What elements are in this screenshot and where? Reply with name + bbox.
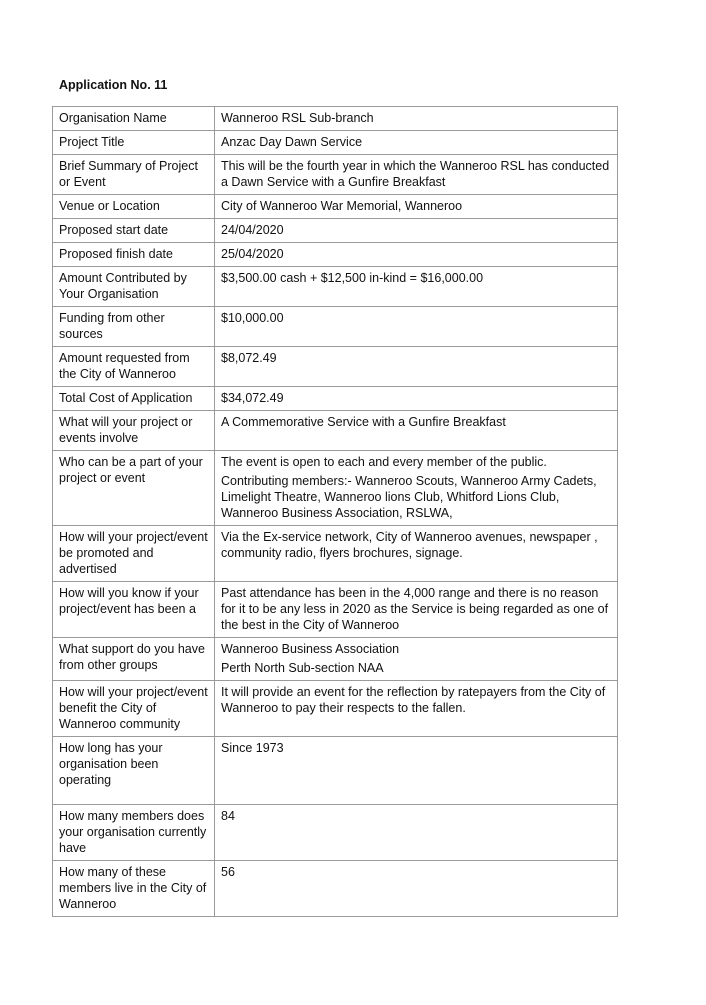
- row-label: Venue or Location: [53, 195, 215, 219]
- row-value: [215, 219, 618, 243]
- value-text: Since 1973: [221, 741, 284, 755]
- value-text: This will be the fourth year in which the Wanneroo RSL has conducted a Dawn Service with a Gunfire Breakfast: [221, 159, 610, 189]
- table-row: [53, 347, 618, 387]
- application-table: [52, 106, 618, 917]
- table-row: [53, 526, 618, 582]
- row-label: Proposed start date: [53, 219, 215, 243]
- application-heading: Application No. 11: [59, 78, 168, 92]
- table-row: [53, 681, 618, 737]
- value-text: 25/04/2020: [221, 247, 284, 261]
- value-text: Contributing members:- Wanneroo Scouts, Wanneroo Army Cadets, Limelight Theatre, Wanneroo lions Club, Whitford Lions Club, Wanneroo Business Association, RSLWA,: [221, 474, 597, 520]
- row-label: Total Cost of Application: [53, 387, 215, 411]
- row-label: How many members does your organisation currently have: [53, 805, 215, 861]
- row-value: [215, 307, 618, 347]
- row-value: [215, 243, 618, 267]
- table-row: [53, 267, 618, 307]
- row-label: Proposed finish date: [53, 243, 215, 267]
- table-row: [53, 155, 618, 195]
- row-label: Amount requested from the City of Wanneroo: [53, 347, 215, 387]
- value-text: Wanneroo Business Association: [221, 642, 400, 656]
- table-row: [53, 307, 618, 347]
- table-row: [53, 107, 618, 131]
- value-text: The event is open to each and every member of the public.: [221, 455, 547, 469]
- row-value: [215, 107, 618, 131]
- row-value: [215, 155, 618, 195]
- table-row: [53, 243, 618, 267]
- value-text: $34,072.49: [221, 391, 284, 405]
- value-text: $3,500.00 cash + $12,500 in-kind = $16,000.00: [221, 271, 484, 285]
- row-label: How long has your organisation been operating: [53, 737, 215, 805]
- table-row: [53, 219, 618, 243]
- row-label: Who can be a part of your project or event: [53, 451, 215, 526]
- row-value: [215, 737, 618, 805]
- row-value: [215, 195, 618, 219]
- row-label: Funding from other sources: [53, 307, 215, 347]
- table-row: [53, 582, 618, 638]
- value-text: $10,000.00: [221, 311, 284, 325]
- value-text: A Commemorative Service with a Gunfire Breakfast: [221, 415, 506, 429]
- table-row: [53, 638, 618, 681]
- table-row: [53, 195, 618, 219]
- table-row: [53, 411, 618, 451]
- value-text: Via the Ex-service network, City of Wanneroo avenues, newspaper , community radio, flyers brochures, signage.: [221, 530, 598, 560]
- value-text: $8,072.49: [221, 351, 277, 365]
- value-text: It will provide an event for the reflection by ratepayers from the City of Wanneroo to pay their respects to the fallen.: [221, 685, 606, 715]
- row-value: [215, 267, 618, 307]
- value-text: Anzac Day Dawn Service: [221, 135, 363, 149]
- table-row: [53, 451, 618, 526]
- value-text: 24/04/2020: [221, 223, 284, 237]
- row-label: What support do you have from other groups: [53, 638, 215, 681]
- row-value: [215, 681, 618, 737]
- value-text: Perth North Sub-section NAA: [221, 661, 384, 675]
- row-value: [215, 861, 618, 917]
- row-value: [215, 131, 618, 155]
- row-label: Project Title: [53, 131, 215, 155]
- row-label: How will your project/event benefit the City of Wanneroo community: [53, 681, 215, 737]
- row-label: How will you know if your project/event has been a: [53, 582, 215, 638]
- value-text: 84: [221, 809, 235, 823]
- value-text: 56: [221, 865, 235, 879]
- row-label: What will your project or events involve: [53, 411, 215, 451]
- row-value: [215, 387, 618, 411]
- table-row: [53, 737, 618, 805]
- value-text: Past attendance has been in the 4,000 range and there is no reason for it to be any less in 2020 as the Service is being regarded as one of the best in the City of Wanneroo: [221, 586, 609, 632]
- row-label: Organisation Name: [53, 107, 215, 131]
- value-text: Wanneroo RSL Sub-branch: [221, 111, 374, 125]
- row-label: How will your project/event be promoted and advertised: [53, 526, 215, 582]
- table-row: [53, 131, 618, 155]
- row-value: [215, 638, 618, 681]
- row-value: [215, 526, 618, 582]
- row-value: [215, 347, 618, 387]
- row-value: [215, 411, 618, 451]
- row-value: [215, 451, 618, 526]
- row-label: Amount Contributed by Your Organisation: [53, 267, 215, 307]
- table-row: [53, 805, 618, 861]
- row-label: Brief Summary of Project or Event: [53, 155, 215, 195]
- row-label: How many of these members live in the City of Wanneroo: [53, 861, 215, 917]
- row-value: [215, 582, 618, 638]
- table-row: [53, 387, 618, 411]
- row-value: [215, 805, 618, 861]
- table-row: [53, 861, 618, 917]
- value-text: City of Wanneroo War Memorial, Wanneroo: [221, 199, 463, 213]
